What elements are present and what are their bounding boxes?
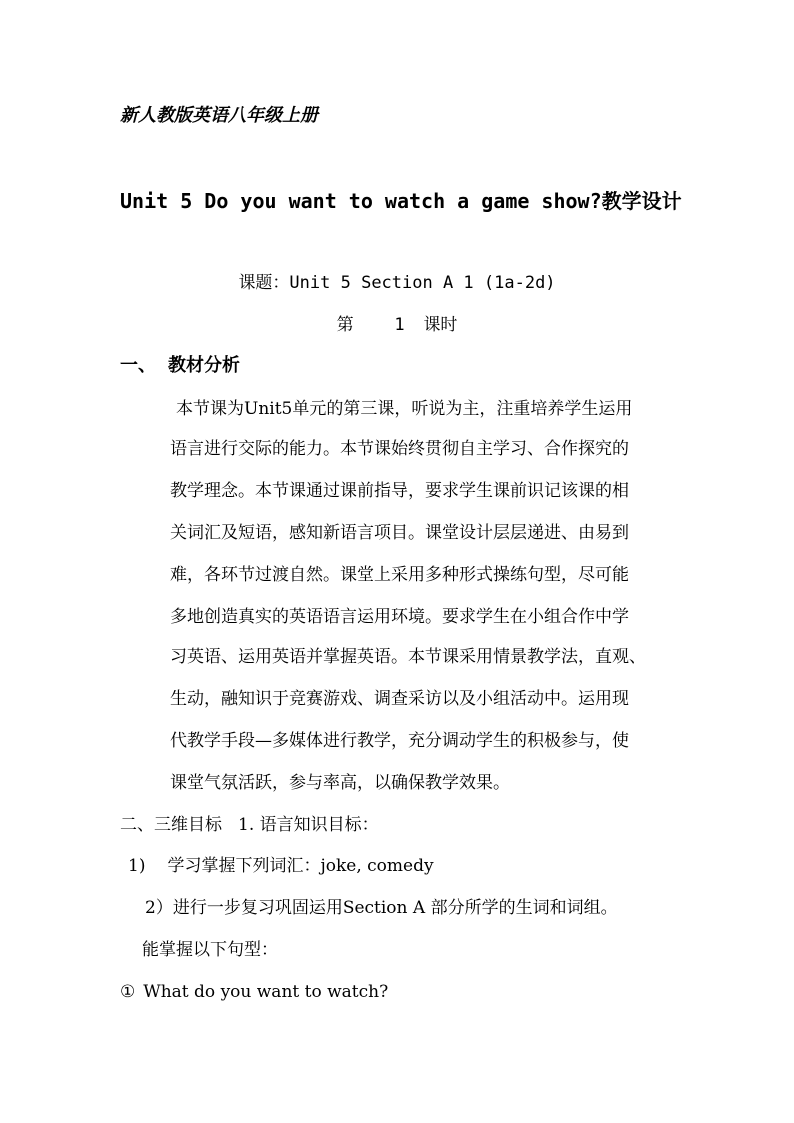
title-chinese: 教学设计 — [601, 189, 682, 213]
item-1-number: 1) — [128, 856, 146, 876]
paragraph-line: 代教学手段—多媒体进行教学，充分调动学生的积极参与，使 — [170, 731, 629, 751]
paragraph-line: 课堂气氛活跃，参与率高，以确保教学效果。 — [170, 773, 510, 793]
lesson-period — [0, 317, 794, 334]
paragraph-line: 语言进行交际的能力。本节课始终贯彻自主学习、合作探究的 — [170, 439, 629, 459]
paragraph-line: 生动，融知识于竞赛游戏、调查采访以及小组活动中。运用现 — [170, 689, 629, 709]
objective-item-3: 能掌握以下句型： — [142, 940, 278, 960]
objective-item-1 — [128, 858, 434, 875]
paragraph-line: 关词汇及短语，感知新语言项目。课堂设计层层递进、由易到 — [170, 523, 629, 543]
section-1-heading — [120, 357, 240, 375]
paragraph-line: 教学理念。本节课通过课前指导，要求学生课前识记该课的相 — [170, 481, 629, 501]
period-suffix: 课时 — [423, 315, 458, 335]
document-subtitle: 新人教版英语八年级上册 — [120, 105, 318, 126]
document-title — [120, 191, 682, 211]
paragraph-line: 本节课为Unit5单元的第三课，听说为主，注重培养学生运用 — [176, 399, 633, 419]
item-1-text: 学习掌握下列词汇：joke, comedy — [167, 856, 434, 876]
section-2-heading — [120, 817, 379, 834]
period-number: 1 — [394, 315, 405, 335]
paragraph-line: 习英语、运用英语并掌握英语。本节课采用情景教学法，直观、 — [170, 647, 646, 667]
course-topic: 课题：Unit 5 Section A 1 (1a-2d) — [238, 273, 556, 293]
pattern-1-text: What do you want to watch? — [143, 982, 389, 1002]
title-english: Unit 5 Do you want to watch a game show? — [120, 189, 602, 213]
section-1-title: 教材分析 — [168, 355, 240, 376]
period-prefix: 第 — [336, 315, 354, 335]
section-2-title: 二、三维目标 — [120, 815, 222, 835]
section-1-number: 一、 — [120, 355, 156, 376]
section-2-subheading: 1. 语言知识目标： — [238, 815, 379, 835]
paragraph-line: 多地创造真实的英语语言运用环境。要求学生在小组合作中学 — [170, 607, 629, 627]
objective-item-2: 2）进行一步复习巩固运用Section A 部分所学的生词和词组。 — [145, 898, 618, 918]
pattern-1-number: ① — [120, 982, 136, 1002]
sentence-pattern-1 — [120, 984, 388, 1001]
paragraph-line: 难，各环节过渡自然。课堂上采用多种形式操练句型，尽可能 — [170, 565, 629, 585]
